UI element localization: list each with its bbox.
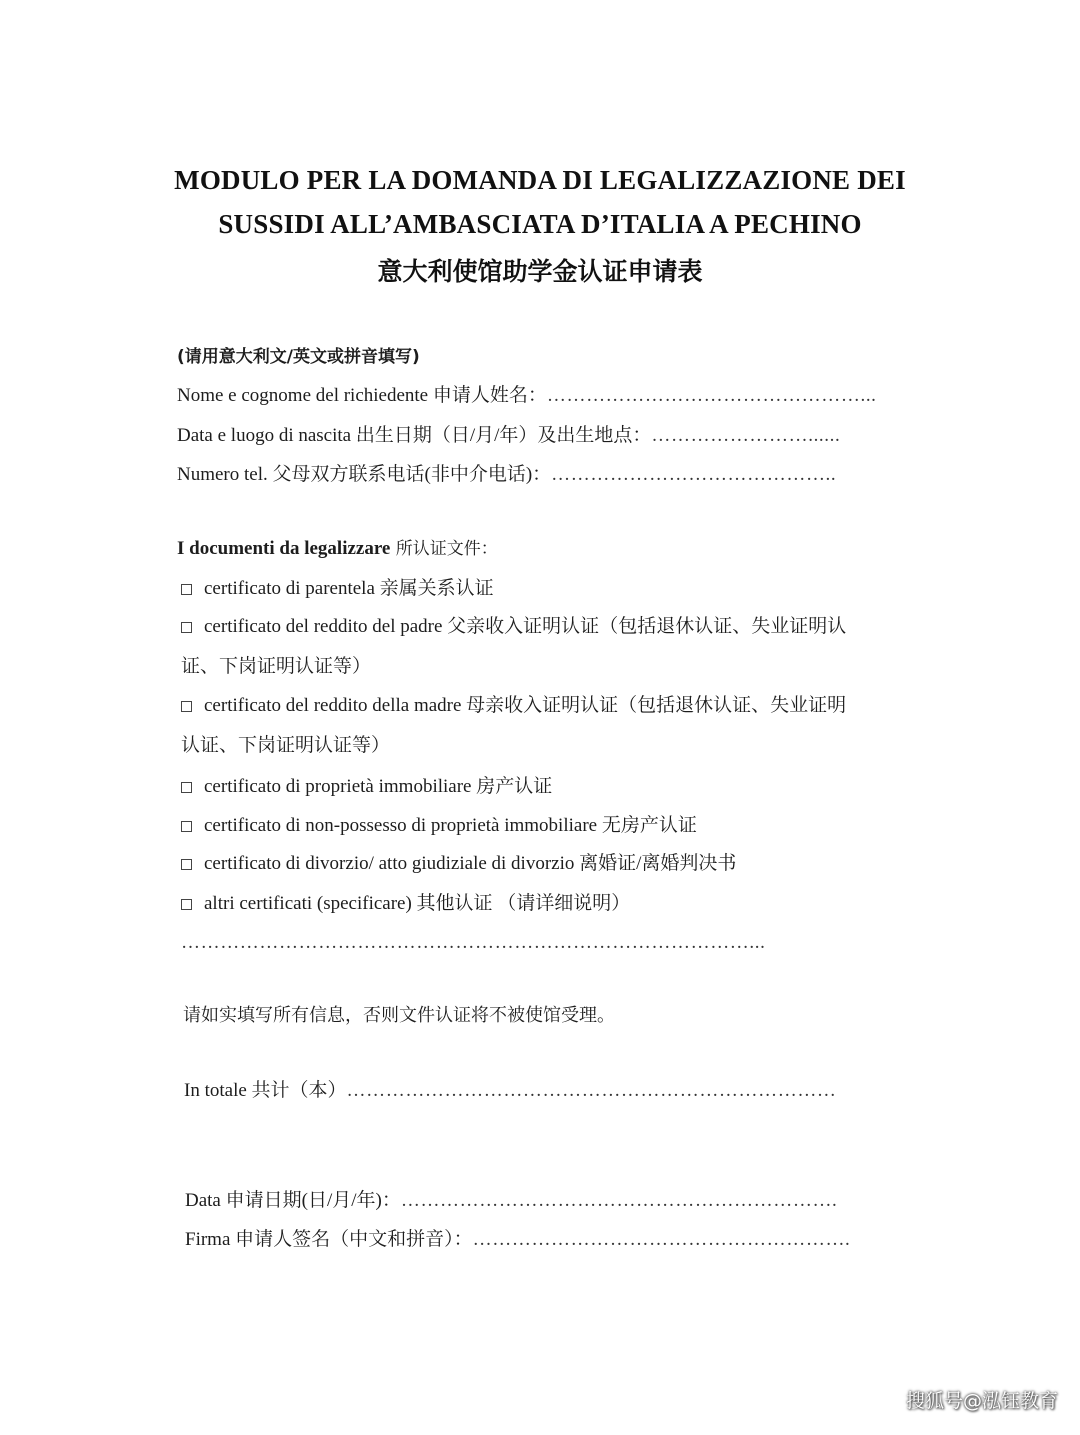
checkbox-icon[interactable] bbox=[181, 821, 192, 832]
signature-blank[interactable]: …………………………………………………. bbox=[472, 1229, 851, 1250]
phone-number-blank[interactable]: …………………………………….. bbox=[551, 464, 837, 485]
documents-heading-it: I documenti da legalizzare bbox=[177, 538, 391, 559]
watermark: 搜狐号@泓钰教育 bbox=[905, 1390, 1058, 1412]
birth-date-place-blank[interactable]: ……………………...... bbox=[651, 425, 841, 446]
document-item: certificato del reddito del padre 父亲收入证明认证（包括退休认证、失业证明认 bbox=[181, 614, 846, 640]
application-date-blank[interactable]: …………………………………………………………. bbox=[400, 1190, 838, 1211]
document-item: certificato di proprietà immobiliare 房产认证 bbox=[181, 774, 552, 800]
title-line-1: MODULO PER LA DOMANDA DI LEGALIZZAZIONE DEI bbox=[174, 165, 906, 195]
signature-label: Firma 申请人签名（中文和拼音）： bbox=[185, 1229, 473, 1250]
checkbox-icon[interactable] bbox=[181, 622, 192, 633]
document-item: certificato di parentela 亲属关系认证 bbox=[181, 576, 494, 602]
title-line-2: SUSSIDI ALL’AMBASCIATA D’ITALIA A PECHINO bbox=[218, 209, 862, 239]
accuracy-notice: 请如实填写所有信息，否则文件认证将不被使馆受理。 bbox=[183, 1005, 615, 1026]
applicant-name-label: Nome e cognome del richiedente 申请人姓名： bbox=[177, 385, 547, 406]
other-certificates-blank[interactable]: ……………………………………………………………………………... bbox=[181, 932, 766, 953]
application-date-field bbox=[185, 1188, 837, 1214]
birth-date-place-field bbox=[177, 423, 840, 449]
checkbox-icon[interactable] bbox=[181, 782, 192, 793]
phone-number-label: Numero tel. 父母双方联系电话(非中介电话)： bbox=[177, 464, 552, 485]
document-item-continuation: 证、下岗证明认证等） bbox=[181, 656, 372, 677]
application-date-label: Data 申请日期(日/月/年)： bbox=[185, 1190, 401, 1211]
applicant-name-field bbox=[177, 383, 877, 409]
total-count-blank[interactable]: ………………………………………………………………… bbox=[346, 1080, 837, 1101]
checkbox-icon[interactable] bbox=[181, 859, 192, 870]
document-item: certificato del reddito della madre 母亲收入证明认证（包括退休认证、失业证明 bbox=[181, 693, 846, 719]
checkbox-icon[interactable] bbox=[181, 584, 192, 595]
documents-heading-cn: 所认证文件： bbox=[390, 539, 498, 559]
phone-number-field bbox=[177, 462, 836, 488]
document-item: certificato di non-possesso di proprietà immobiliare 无房产认证 bbox=[181, 813, 697, 839]
birth-date-place-label: Data e luogo di nascita 出生日期（日/月/年）及出生地点： bbox=[177, 425, 652, 446]
total-count-field bbox=[184, 1078, 837, 1104]
document-title bbox=[0, 158, 1080, 296]
checkbox-icon[interactable] bbox=[181, 899, 192, 910]
document-item-continuation: 认证、下岗证明认证等） bbox=[181, 735, 391, 756]
checkbox-icon[interactable] bbox=[181, 701, 192, 712]
title-chinese: 意大利使馆助学金认证申请表 bbox=[377, 257, 703, 286]
document-item: certificato di divorzio/ atto giudiziale di divorzio 离婚证/离婚判决书 bbox=[181, 851, 736, 877]
total-count-label: In totale 共计（本） bbox=[184, 1080, 347, 1101]
applicant-name-blank[interactable]: …………………………………………... bbox=[546, 385, 877, 406]
document-item: altri certificati (specificare) 其他认证 （请详细说明） bbox=[181, 891, 630, 917]
fill-language-note: (请用意大利文/英文或拼音填写) bbox=[177, 347, 420, 367]
documents-heading bbox=[177, 536, 498, 562]
signature-field bbox=[185, 1227, 850, 1253]
